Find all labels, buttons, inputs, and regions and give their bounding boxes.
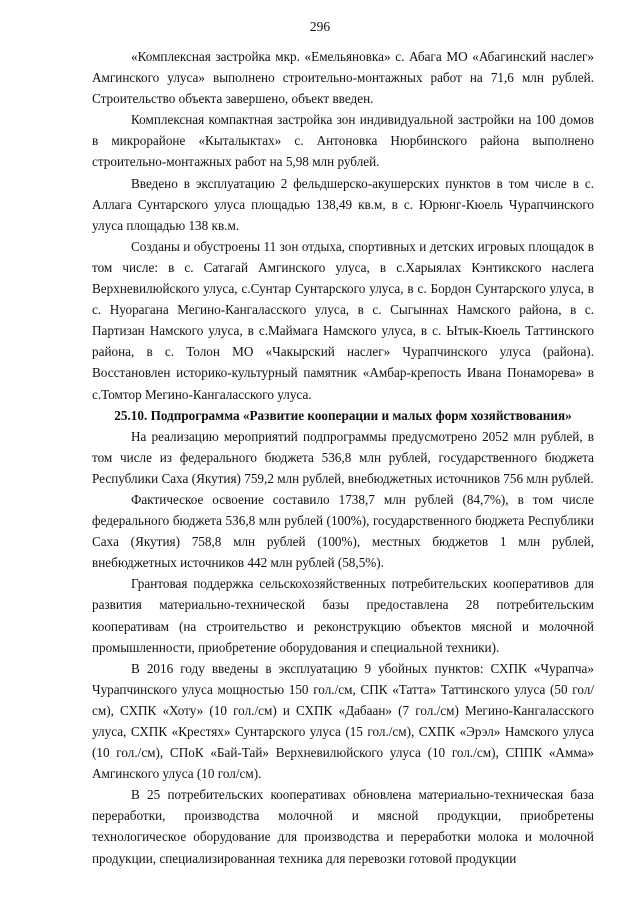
section-heading: 25.10. Подпрограмма «Развитие кооперации и малых форм хозяйствования»	[114, 407, 572, 423]
body-text	[92, 46, 594, 869]
paragraph-feldsher-stations: Введено в эксплуатацию 2 фельдшерско-акушерских пунктов в том числе в с. Аллага Сунтарского улуса площадью 138,49 кв.м, в с. Юрюнг-Кюель Чурапчинского улуса площадью 138 кв.м.	[92, 175, 594, 233]
paragraph-actual-spending: Фактическое освоение составило 1738,7 млн рублей (84,7%), в том числе федерального бюджета 536,8 млн рублей (100%), государственного бюджета Республики Саха (Якутия) 758,8 млн рублей (100%), местных бюджетов 1 млн рублей, внебюджетных источников 442 млн рублей (58,5%).	[92, 491, 594, 571]
paragraph-slaughter-points: В 2016 году введены в эксплуатацию 9 убойных пунктов: СХПК «Чурапча» Чурапчинского улуса мощностью 150 гол./см, СПК «Татта» Таттинского улуса (50 гол/см), СХПК «Хоту» (10 гол./см) и СХПК «Дабаан» (7 гол./см) Мегино-Кангаласского улуса, СХПК «Крестях» Сунтарского улуса (15 гол./см), СХПК «Эрэл» Намского улуса (10 гол./см), СПоК «Бай-Тай» Верхневилюйского улуса (10 гол./см), СППК «Амма» Амгинского улуса (10 гол/см).	[92, 660, 594, 782]
paragraph-funding-plan: На реализацию мероприятий подпрограммы предусмотрено 2052 млн рублей, в том числе из федерального бюджета 536,8 млн рублей, государственного бюджета Республики Саха (Якутия) 759,2 млн рублей, внебюджетных источников 756 млн рублей.	[92, 428, 594, 486]
paragraph-cooperative-upgrades: В 25 потребительских кооперативах обновлена материально-техническая база переработки, производства молочной и мясной продукции, приобретены технологическое оборудование для производства и переработки молока и молочной продукции, специализированная техника для перевозки готовой продукции	[92, 787, 594, 866]
page-number: 296	[309, 19, 331, 34]
paragraph-abaga-construction: «Комплексная застройка мкр. «Емельяновка» с. Абага МО «Абагинский наслег» Амгинского улуса» выполнено строительно-монтажных работ на 71,6 млн рублей. Строительство объекта завершено, объект введен.	[92, 49, 594, 107]
paragraph-grant-support: Грантовая поддержка сельскохозяйственных потребительских кооперативов для развития материально-технической базы предоставлена 28 потребительским кооперативам (на строительство и реконструкцию объектов мясной и молочной промышленности, приобретение оборудования и специальной техники).	[92, 576, 594, 655]
paragraph-kytalyktakh-construction: Комплексная компактная застройка зон индивидуальной застройки на 100 домов в микрорайоне «Кыталыктах» с. Антоновка Нюрбинского района выполнено строительно-монтажных работ на 5,98 млн рублей.	[92, 112, 594, 170]
paragraph-recreation-zones: Созданы и обустроены 11 зон отдыха, спортивных и детских игровых площадок в том числе: в с. Сатагай Амгинского улуса, в с.Харыялах Кэнтикского наслега Верхневилюйского улуса, с.Сунтар Сунтарского улуса, в с. Бордон Сунтарского улуса, в с. Нуорагана Мегино-Кангаласского улуса, в с. Сыгыннах Намского района, в с. Партизан Намского улуса, в с.Маймага Намского улуса, в с. Ытык-Кюель Таттинского района, в с. Толон МО «Чакырский наслег» Чурапчинского улуса (района). Восстановлен историко-культурный памятник «Амбар-крепость Ивана Понаморева» в с.Томтор Мегино-Кангаласского улуса.	[92, 238, 594, 402]
